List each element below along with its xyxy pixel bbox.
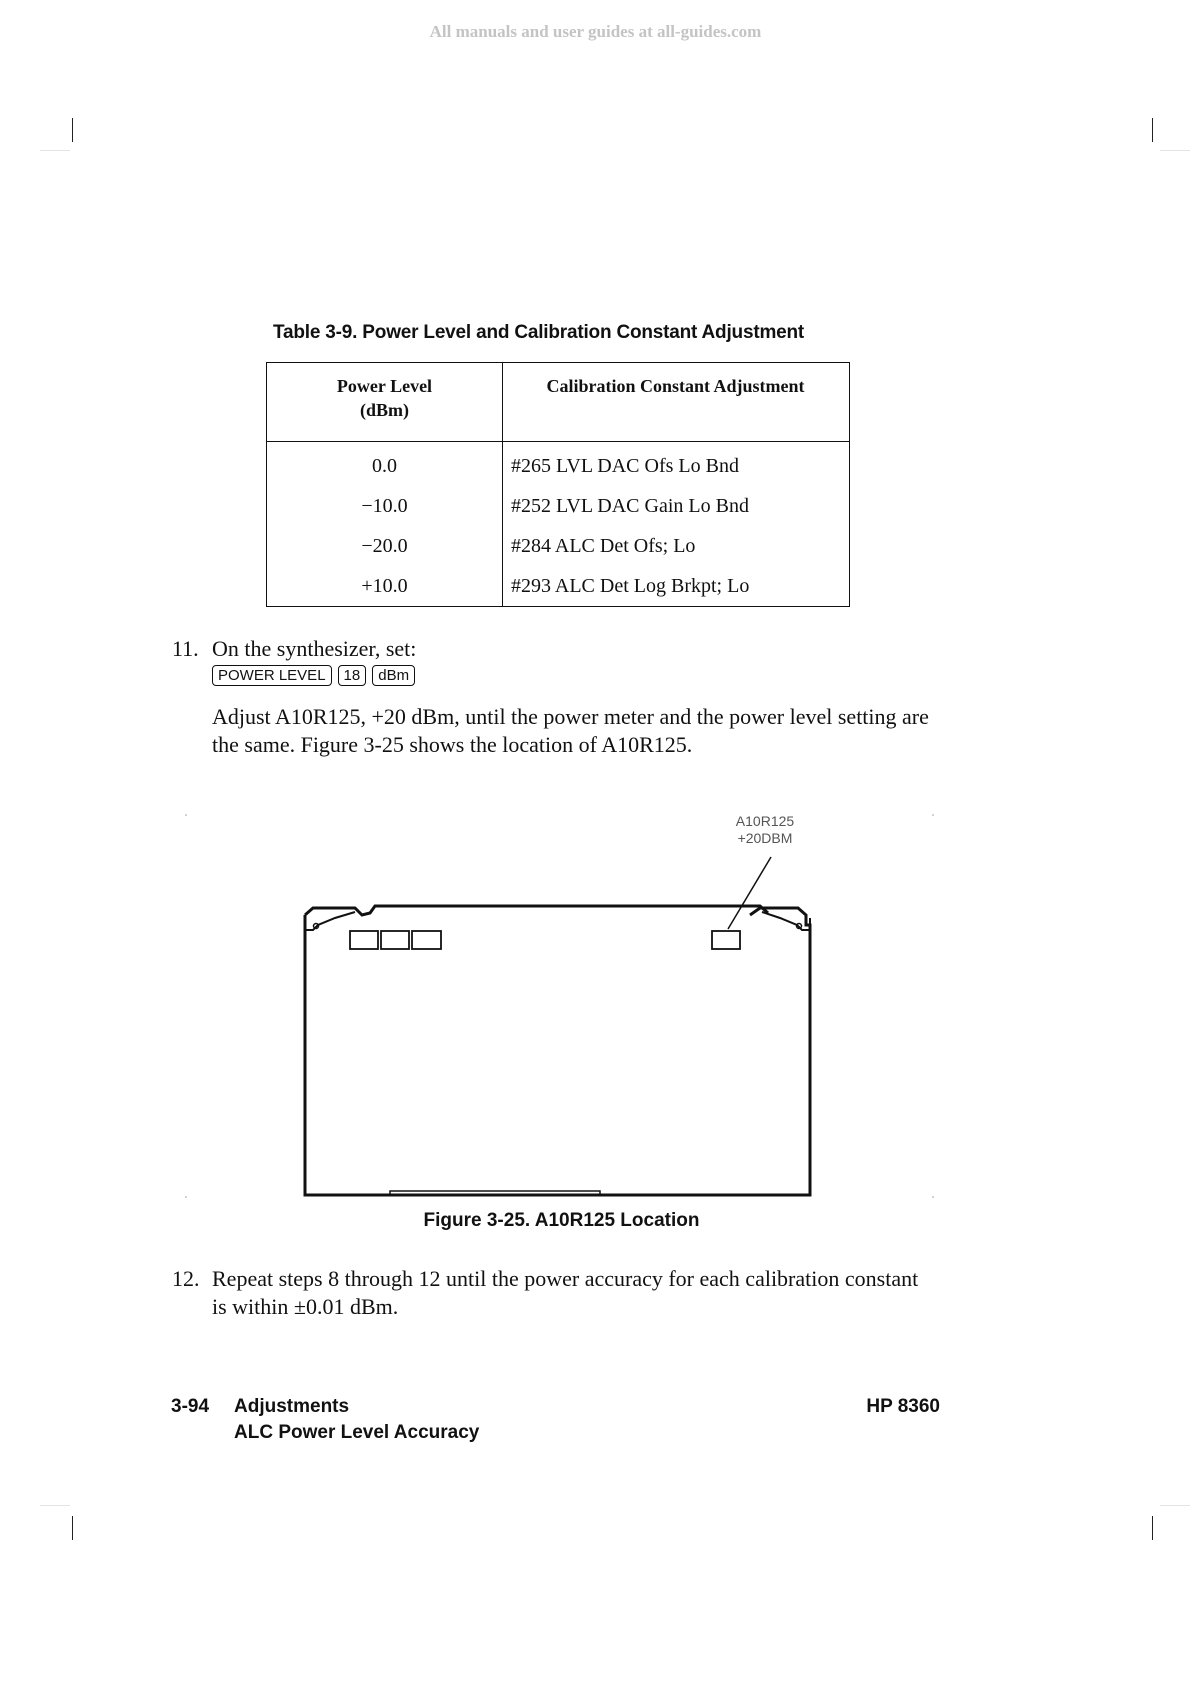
board-right-ear	[762, 912, 810, 930]
cal-constant-cell: #252 LVL DAC Gain Lo Bnd	[511, 494, 749, 517]
figure-corner-dot	[932, 814, 934, 816]
figure-caption-wrap	[0, 1210, 1191, 1232]
callout-label	[720, 813, 810, 847]
figure-corner-dot	[185, 1196, 187, 1198]
step-11-intro: On the synthesizer, set:	[212, 636, 417, 661]
board-component-box	[412, 931, 441, 949]
power-level-cell: −20.0	[267, 526, 503, 566]
step-11-text: Adjust A10R125, +20 dBm, until the power meter and the power level setting are the same. Figure 3-25 shows the location of A10R125.	[212, 704, 929, 757]
step-12-text: Repeat steps 8 through 12 until the power accuracy for each calibration constant is within ±0.01 dBm.	[212, 1266, 919, 1319]
footer-model: HP 8360	[866, 1396, 940, 1417]
power-level-cell: 0.0	[267, 442, 503, 487]
table-caption: Table 3-9. Power Level and Calibration Constant Adjustment	[273, 322, 805, 343]
power-level-key: POWER LEVEL	[212, 665, 332, 686]
board-component-box	[350, 931, 378, 949]
callout-line-1: A10R125	[735, 813, 795, 829]
step-11-number: 11.	[172, 636, 199, 661]
board-left-ear	[305, 912, 355, 930]
footer-page-number: 3-94	[171, 1396, 210, 1417]
figure-corner-dot	[185, 814, 187, 816]
figure-corner-dot	[932, 1196, 934, 1198]
cal-constant-cell: #293 ALC Det Log Brkpt; Lo	[511, 574, 750, 597]
cal-constant-cell: #265 LVL DAC Ofs Lo Bnd	[511, 454, 739, 477]
callout-leader-line	[728, 857, 771, 929]
power-level-cell: −10.0	[267, 486, 503, 526]
power-level-cell: +10.0	[267, 566, 503, 607]
cal-constant-cell: #284 ALC Det Ofs; Lo	[511, 534, 696, 557]
figure-caption: Figure 3-25. A10R125 Location	[423, 1210, 700, 1231]
header-power-level-text: Power Level (dBm)	[336, 376, 433, 420]
board-component-box	[381, 931, 409, 949]
a10r125-adjust-box	[712, 931, 740, 949]
step-12-number: 12.	[172, 1266, 200, 1291]
footer-section: Adjustments	[234, 1396, 350, 1417]
callout-line-2: +20DBM	[737, 830, 793, 846]
footer-subsection: ALC Power Level Accuracy	[234, 1422, 480, 1443]
dbm-key: dBm	[372, 665, 415, 686]
watermark: All manuals and user guides at all-guides.com	[429, 22, 762, 41]
header-cal-constant: Calibration Constant Adjustment	[503, 363, 850, 442]
key-18: 18	[338, 665, 367, 686]
